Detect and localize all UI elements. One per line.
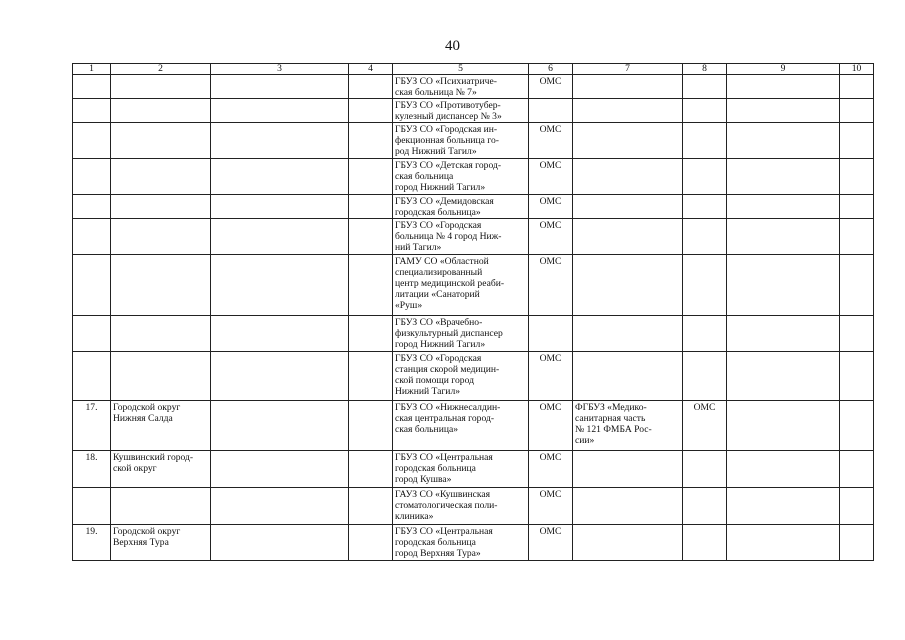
table-cell-c9 (727, 352, 840, 401)
table-cell-c6 (529, 316, 573, 352)
table-cell-c4 (349, 316, 393, 352)
table-cell-c9 (727, 123, 840, 159)
table-cell-c2 (111, 159, 211, 195)
table-cell-c10 (840, 159, 874, 195)
table-cell-c9 (727, 99, 840, 123)
table-cell-c6: ОМС (529, 255, 573, 316)
table-cell-c10 (840, 219, 874, 255)
table-cell-c9 (727, 488, 840, 525)
table-cell-c6: ОМС (529, 401, 573, 451)
table-row (73, 488, 874, 525)
table-cell-c4 (349, 159, 393, 195)
table-cell-c5: ГБУЗ СО «Психиатриче- ская больница № 7» (393, 75, 529, 99)
table-cell-c9 (727, 159, 840, 195)
table-cell-c1 (73, 159, 111, 195)
table-cell-c2 (111, 488, 211, 525)
table-cell-c5: ГБУЗ СО «Городская ин- фекционная больница го- род Нижний Тагил» (393, 123, 529, 159)
table-cell-c10 (840, 401, 874, 451)
table-cell-c7 (573, 159, 683, 195)
table-cell-c2 (111, 219, 211, 255)
table-cell-c4 (349, 219, 393, 255)
table-cell-c2: Кушвинский город- ской округ (111, 451, 211, 488)
table-cell-c6: ОМС (529, 195, 573, 219)
table-row (73, 159, 874, 195)
table-row (73, 195, 874, 219)
table-cell-c7 (573, 219, 683, 255)
table-cell-c4 (349, 255, 393, 316)
table-cell-c7 (573, 255, 683, 316)
table-cell-c3 (211, 195, 349, 219)
table-cell-c1 (73, 99, 111, 123)
table-cell-c8: ОМС (683, 401, 727, 451)
table-cell-c6: ОМС (529, 525, 573, 561)
table-cell-c9 (727, 316, 840, 352)
table-cell-c5: ГБУЗ СО «Городская больница № 4 город Ниж- ний Тагил» (393, 219, 529, 255)
table-cell-c10 (840, 255, 874, 316)
column-number-cell: 4 (349, 64, 393, 75)
table-cell-c8 (683, 255, 727, 316)
table-cell-c10 (840, 488, 874, 525)
table-cell-c4 (349, 99, 393, 123)
table-row (73, 401, 874, 451)
table-cell-c8 (683, 352, 727, 401)
table-cell-c7: ФГБУЗ «Медико- санитарная часть № 121 ФМБА Рос- сии» (573, 401, 683, 451)
table-cell-c2 (111, 352, 211, 401)
column-number-cell: 2 (111, 64, 211, 75)
table-cell-c1 (73, 255, 111, 316)
table-cell-c8 (683, 219, 727, 255)
table-cell-c6: ОМС (529, 219, 573, 255)
table-cell-c7 (573, 75, 683, 99)
table-cell-c4 (349, 75, 393, 99)
table-cell-c3 (211, 219, 349, 255)
table-cell-c1 (73, 195, 111, 219)
column-number-cell: 6 (529, 64, 573, 75)
table-cell-c8 (683, 159, 727, 195)
table-cell-c7 (573, 123, 683, 159)
column-number-cell: 1 (73, 64, 111, 75)
table-cell-c6: ОМС (529, 159, 573, 195)
table-cell-c8 (683, 451, 727, 488)
table-row (73, 123, 874, 159)
table-cell-c10 (840, 123, 874, 159)
table-cell-c8 (683, 123, 727, 159)
table-cell-c9 (727, 195, 840, 219)
table-cell-c5: ГБУЗ СО «Детская город- ская больница город Нижний Тагил» (393, 159, 529, 195)
table-cell-c2 (111, 123, 211, 159)
medical-institutions-table (72, 63, 874, 561)
table-cell-c8 (683, 525, 727, 561)
table-cell-c9 (727, 255, 840, 316)
table-cell-c1: 17. (73, 401, 111, 451)
table-cell-c6: ОМС (529, 75, 573, 99)
table-cell-c2 (111, 195, 211, 219)
table-cell-c5: ГБУЗ СО «Центральная городская больница город Верхняя Тура» (393, 525, 529, 561)
table-cell-c7 (573, 352, 683, 401)
table-cell-c3 (211, 451, 349, 488)
table-cell-c1 (73, 75, 111, 99)
table-cell-c4 (349, 352, 393, 401)
table-cell-c5: ГАУЗ СО «Кушвинская стоматологическая поли- клиника» (393, 488, 529, 525)
table-cell-c3 (211, 123, 349, 159)
table-cell-c4 (349, 401, 393, 451)
table-cell-c9 (727, 451, 840, 488)
table-cell-c9 (727, 219, 840, 255)
table-cell-c2: Городской округ Верхняя Тура (111, 525, 211, 561)
table-row (73, 219, 874, 255)
table-cell-c10 (840, 451, 874, 488)
table-cell-c3 (211, 401, 349, 451)
table-cell-c9 (727, 525, 840, 561)
table-cell-c8 (683, 316, 727, 352)
table-cell-c7 (573, 525, 683, 561)
column-number-row (73, 64, 874, 75)
column-number-cell: 7 (573, 64, 683, 75)
table-cell-c2: Городской округ Нижняя Салда (111, 401, 211, 451)
table-row (73, 255, 874, 316)
table-cell-c1 (73, 316, 111, 352)
page-number: 40 (445, 38, 460, 54)
table-cell-c3 (211, 159, 349, 195)
table-cell-c4 (349, 195, 393, 219)
table-cell-c10 (840, 75, 874, 99)
table-cell-c2 (111, 99, 211, 123)
table-cell-c3 (211, 488, 349, 525)
table-cell-c6: ОМС (529, 123, 573, 159)
table-cell-c5: ГБУЗ СО «Городская станция скорой медицин- ской помощи город Нижний Тагил» (393, 352, 529, 401)
table-cell-c4 (349, 525, 393, 561)
column-number-cell: 5 (393, 64, 529, 75)
table-row (73, 352, 874, 401)
table-cell-c3 (211, 99, 349, 123)
table-cell-c5: ГБУЗ СО «Врачебно- физкультурный диспансер город Нижний Тагил» (393, 316, 529, 352)
table-cell-c6: ОМС (529, 488, 573, 525)
table-cell-c2 (111, 75, 211, 99)
table-cell-c7 (573, 451, 683, 488)
table-row (73, 451, 874, 488)
table-row (73, 316, 874, 352)
table-cell-c1 (73, 488, 111, 525)
table-row (73, 75, 874, 99)
table-cell-c6: ОМС (529, 352, 573, 401)
table-cell-c5: ГБУЗ СО «Центральная городская больница город Кушва» (393, 451, 529, 488)
table-cell-c10 (840, 525, 874, 561)
table-cell-c8 (683, 75, 727, 99)
table-cell-c3 (211, 75, 349, 99)
table-cell-c8 (683, 195, 727, 219)
table-cell-c6: ОМС (529, 451, 573, 488)
table-cell-c10 (840, 352, 874, 401)
table-cell-c1 (73, 123, 111, 159)
table-cell-c1 (73, 352, 111, 401)
table-row (73, 525, 874, 561)
table-cell-c1: 18. (73, 451, 111, 488)
column-number-cell: 9 (727, 64, 840, 75)
table-cell-c7 (573, 316, 683, 352)
table-cell-c10 (840, 195, 874, 219)
column-number-cell: 10 (840, 64, 874, 75)
column-number-cell: 8 (683, 64, 727, 75)
table-cell-c8 (683, 488, 727, 525)
table-cell-c5: ГБУЗ СО «Нижнесалдин- ская центральная город- ская больница» (393, 401, 529, 451)
table-cell-c9 (727, 75, 840, 99)
table-cell-c10 (840, 316, 874, 352)
table-cell-c7 (573, 195, 683, 219)
table-cell-c3 (211, 255, 349, 316)
table-cell-c1: 19. (73, 525, 111, 561)
table-cell-c2 (111, 255, 211, 316)
table-row (73, 99, 874, 123)
table-cell-c3 (211, 525, 349, 561)
table-cell-c4 (349, 488, 393, 525)
table-cell-c2 (111, 316, 211, 352)
table-cell-c8 (683, 99, 727, 123)
table-cell-c10 (840, 99, 874, 123)
table-cell-c5: ГБУЗ СО «Противотубер- кулезный диспансер № 3» (393, 99, 529, 123)
table-cell-c5: ГБУЗ СО «Демидовская городская больница» (393, 195, 529, 219)
table-cell-c4 (349, 123, 393, 159)
table-cell-c3 (211, 316, 349, 352)
table-cell-c9 (727, 401, 840, 451)
table-cell-c6 (529, 99, 573, 123)
table-cell-c3 (211, 352, 349, 401)
table-cell-c5: ГАМУ СО «Областной специализированный центр медицинской реаби- литации «Санаторий «Руш» (393, 255, 529, 316)
table-cell-c4 (349, 451, 393, 488)
table-cell-c7 (573, 99, 683, 123)
column-number-cell: 3 (211, 64, 349, 75)
table-cell-c1 (73, 219, 111, 255)
table-cell-c7 (573, 488, 683, 525)
